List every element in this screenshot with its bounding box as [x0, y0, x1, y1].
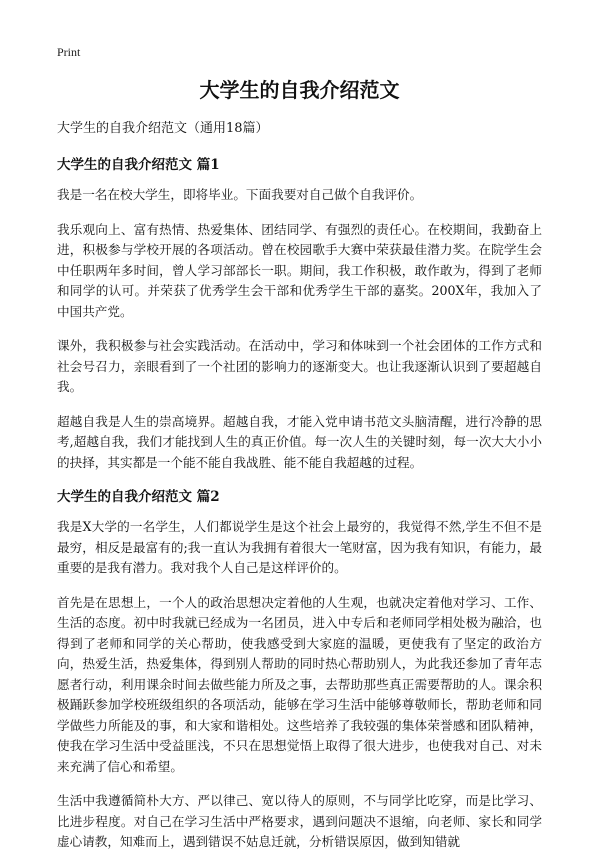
paragraph: 我是一名在校大学生，即将毕业。下面我要对自己做个自我评价。 — [57, 187, 423, 202]
document-subtitle: 大学生的自我介绍范文（通用18篇） — [57, 121, 269, 136]
section-2 — [57, 487, 542, 853]
paragraph: 课外，我积极参与社会实践活动。在活动中，学习和体味到一个社会团体的工作方式和社会号召力，亲眼看到了一个社团的影响力的逐渐变大。也让我逐渐认识到了要超越自我。 — [57, 338, 542, 394]
paragraph: 生活中我遵循简朴大方、严以律己、宽以待人的原则，不与同学比吃穿，而是比学习、比进步程度。对自己在学习生活中严格要求，遇到问题决不退缩，向老师、家长和同学虚心请教，知难而上，遇到错误不姑息迁就，分析错误原因，做到知错就 — [57, 793, 542, 849]
section-1 — [57, 155, 542, 473]
document-title: 大学生的自我介绍范文 — [199, 78, 400, 102]
paragraph: 超越自我是人生的崇高境界。超越自我，才能入党申请书范文头脑清醒，进行冷静的思考,超越自我，我们才能找到人生的真正价值。每一次人生的关键时刻，每一次大大小小的抉择，其实都是一个能不能自我战胜、能不能自我超越的过程。 — [57, 413, 542, 470]
print-link[interactable]: Print — [57, 45, 81, 59]
section-heading: 大学生的自我介绍范文 篇2 — [57, 489, 220, 505]
paragraph: 首先是在思想上，一个人的政治思想决定着他的人生观，也就决定着他对学习、工作、生活的态度。初中时我就已经成为一名团员，进入中专后和老师同学相处极为融洽，也得到了老师和同学的关心帮助，使我感受到大家庭的温暖，更使我有了坚定的政治方向，热爱生活，热爱集体，得到别人帮助的同时热心帮助别人，为此我还参加了青年志愿者行动，利用课余时间去做些能力所及之事，去帮助那些真正需要帮助的人。课余积极踊跃参加学校班级组织的各项活动，能够在学习生活中能够尊敬师长，帮助老师和同学做些力所能及的事，和大家和谐相处。这些培养了我较强的集体荣誉感和团队精神，使我在学习生活中受益匪浅，不只在思想觉悟上取得了很大进步，也使我对自己、对未来充满了信心和希望。 — [57, 594, 542, 774]
section-heading: 大学生的自我介绍范文 篇1 — [57, 157, 220, 173]
paragraph: 我乐观向上、富有热情、热爱集体、团结同学、有强烈的责任心。在校期间，我勤奋上进，积极参与学校开展的各项活动。曾在校园歌手大赛中荣获最佳潜力奖。在院学生会中任职两年多时间，曾人学习部部长一职。期间，我工作积极，敢作敢为，得到了老师和同学的认可。并荣获了优秀学生会干部和优秀学生干部的嘉奖。200X年，我加入了中国共产党。 — [57, 221, 542, 319]
paragraph: 我是X大学的一名学生，人们都说学生是这个社会上最穷的，我觉得不然,学生不但不是最穷，相反是最富有的;我一直认为我拥有着很大一笔财富，因为我有知识，有能力，最重要的是我有潜力。我对我个人自己是这样评价的。 — [57, 519, 542, 575]
